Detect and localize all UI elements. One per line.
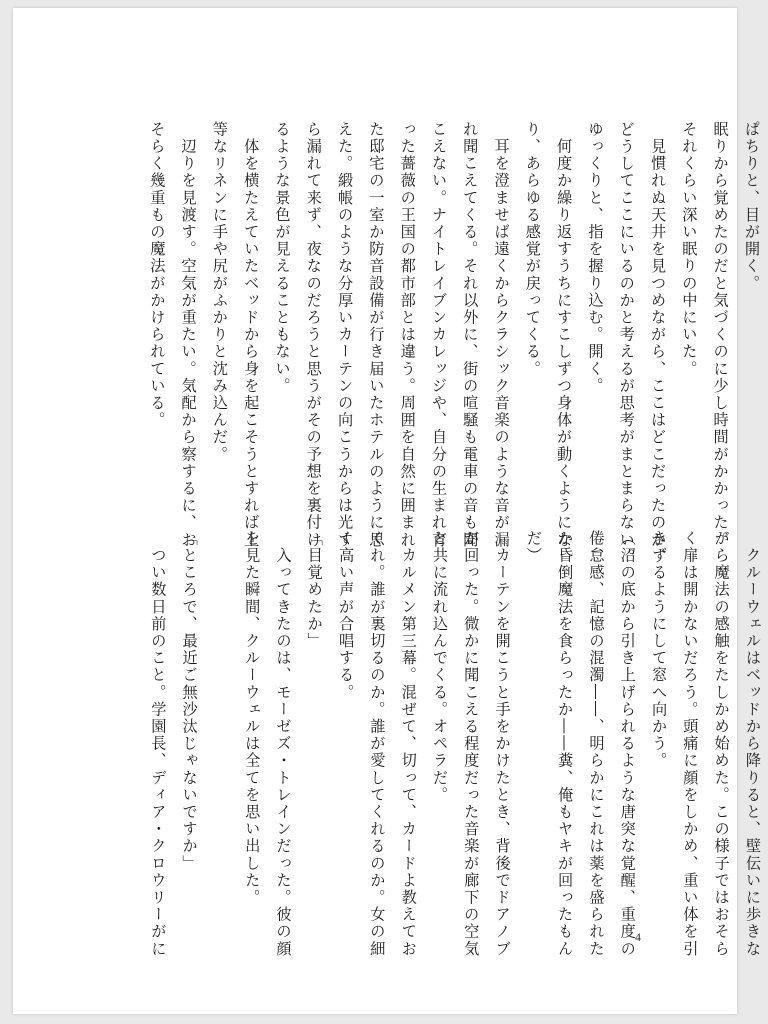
text-line: た邸宅の一室か防音設備が行き届いたホテルのように思 <box>367 121 386 549</box>
text-line: が回った。微かに聞こえる程度だった音楽が廊下の空気 <box>462 530 481 958</box>
text-block-top <box>141 121 767 566</box>
text-line: ゆっくりと、指を握り込む。開く。 <box>586 121 605 395</box>
text-block-bottom <box>142 530 768 958</box>
text-line: クルーウェルはベッドから降りると、壁伝いに歩きな <box>743 530 762 958</box>
text-line: カーテンを開こうと手をかけたとき、背後でドアノブ <box>493 530 512 958</box>
text-line: 入ってきたのは、モーゼズ・トレインだった。彼の顔 <box>274 530 293 958</box>
blank-line <box>205 530 236 902</box>
text-line: カルメン第三幕。混ぜて、切って、カードよ教えてお <box>399 530 418 958</box>
text-line: く扉は開かないだろう。頭痛に顔をしかめ、重い体を引 <box>681 530 700 958</box>
text-line: か昏倒魔法を食らったか――糞、俺もヤキが回ったもん <box>556 530 575 958</box>
text-line: 眠りから覚めたのだと気づくのに少し時間がかかった。 <box>711 121 730 549</box>
text-line: がら魔法の感触をたしかめ始めた。この様子ではおそら <box>712 530 731 958</box>
text-line: ら漏れて来ず、夜なのだろうと思うがその予想を裏付け <box>304 121 323 549</box>
text-line: り、あらゆる感覚が戻ってくる。 <box>523 121 542 378</box>
text-line: るような景色が見えることもない。 <box>273 121 292 395</box>
text-line: えた。緞帳のような分厚いカーテンの向こうからは光す <box>336 121 355 549</box>
text-line: つい数日前のこと。学園長、ディア・クロウリーがに <box>149 530 168 958</box>
text-line: それくらい深い眠りの中にいた。 <box>680 121 699 378</box>
text-line: 耳を澄ませば遠くからクラシック音楽のような音が漏 <box>492 121 511 549</box>
book-page <box>13 8 762 1014</box>
text-line: 何度か繰り返すうちにすこしずつ身体が動くようにな <box>555 121 574 549</box>
text-line: く高い声が合唱する。 <box>337 530 356 701</box>
text-line: ぱちりと、目が開く。 <box>742 121 761 292</box>
text-line: だ） <box>524 530 543 565</box>
text-line: を見た瞬間、クルーウェルは全てを思い出した。 <box>243 530 262 907</box>
text-line: と共に流れ込んでくる。オペラだ。 <box>430 530 449 804</box>
text-line: （沼の底から引き上げられるような唐突な覚醒、重度の <box>618 530 637 958</box>
text-line: きずるようにして窓へ向かう。 <box>650 530 669 770</box>
text-line: 体を横たえていたベッドから身を起こそうとすれば上 <box>242 121 261 549</box>
text-line: 「ところで、最近ご無沙汰じゃないですか」 <box>180 530 199 872</box>
text-line: 「目覚めたか」 <box>305 530 324 650</box>
text-line: った薔薇の王国の都市部とは違う。周囲を自然に囲まれ <box>398 121 417 549</box>
text-line: そらく幾重もの魔法がかけられている。 <box>148 121 167 429</box>
text-line: こえない。ナイトレイブンカレッジや、自分の生まれ育 <box>429 121 448 549</box>
text-line: 見慣れぬ天井を見つめながら、ここはどこだったのか、 <box>649 121 668 566</box>
text-line: 等なリネンに手や尻がふかりと沈み込んだ。 <box>210 121 229 463</box>
page-number: 4 <box>635 930 641 944</box>
text-line: どうしてここにいるのかと考えるが思考がまとまらない。 <box>617 121 636 566</box>
text-line: れ聞こえてくる。それ以外に、街の喧騒も電車の音も聞 <box>461 121 480 549</box>
text-line: くれ。誰が裏切るのか。誰が愛してくれるのか。女の細 <box>368 530 387 958</box>
text-line: 辺りを見渡す。空気が重たい。気配から察するに、お <box>179 121 198 549</box>
text-line: 倦怠感、記憶の混濁――、明らかにこれは薬を盛られた <box>587 530 606 958</box>
